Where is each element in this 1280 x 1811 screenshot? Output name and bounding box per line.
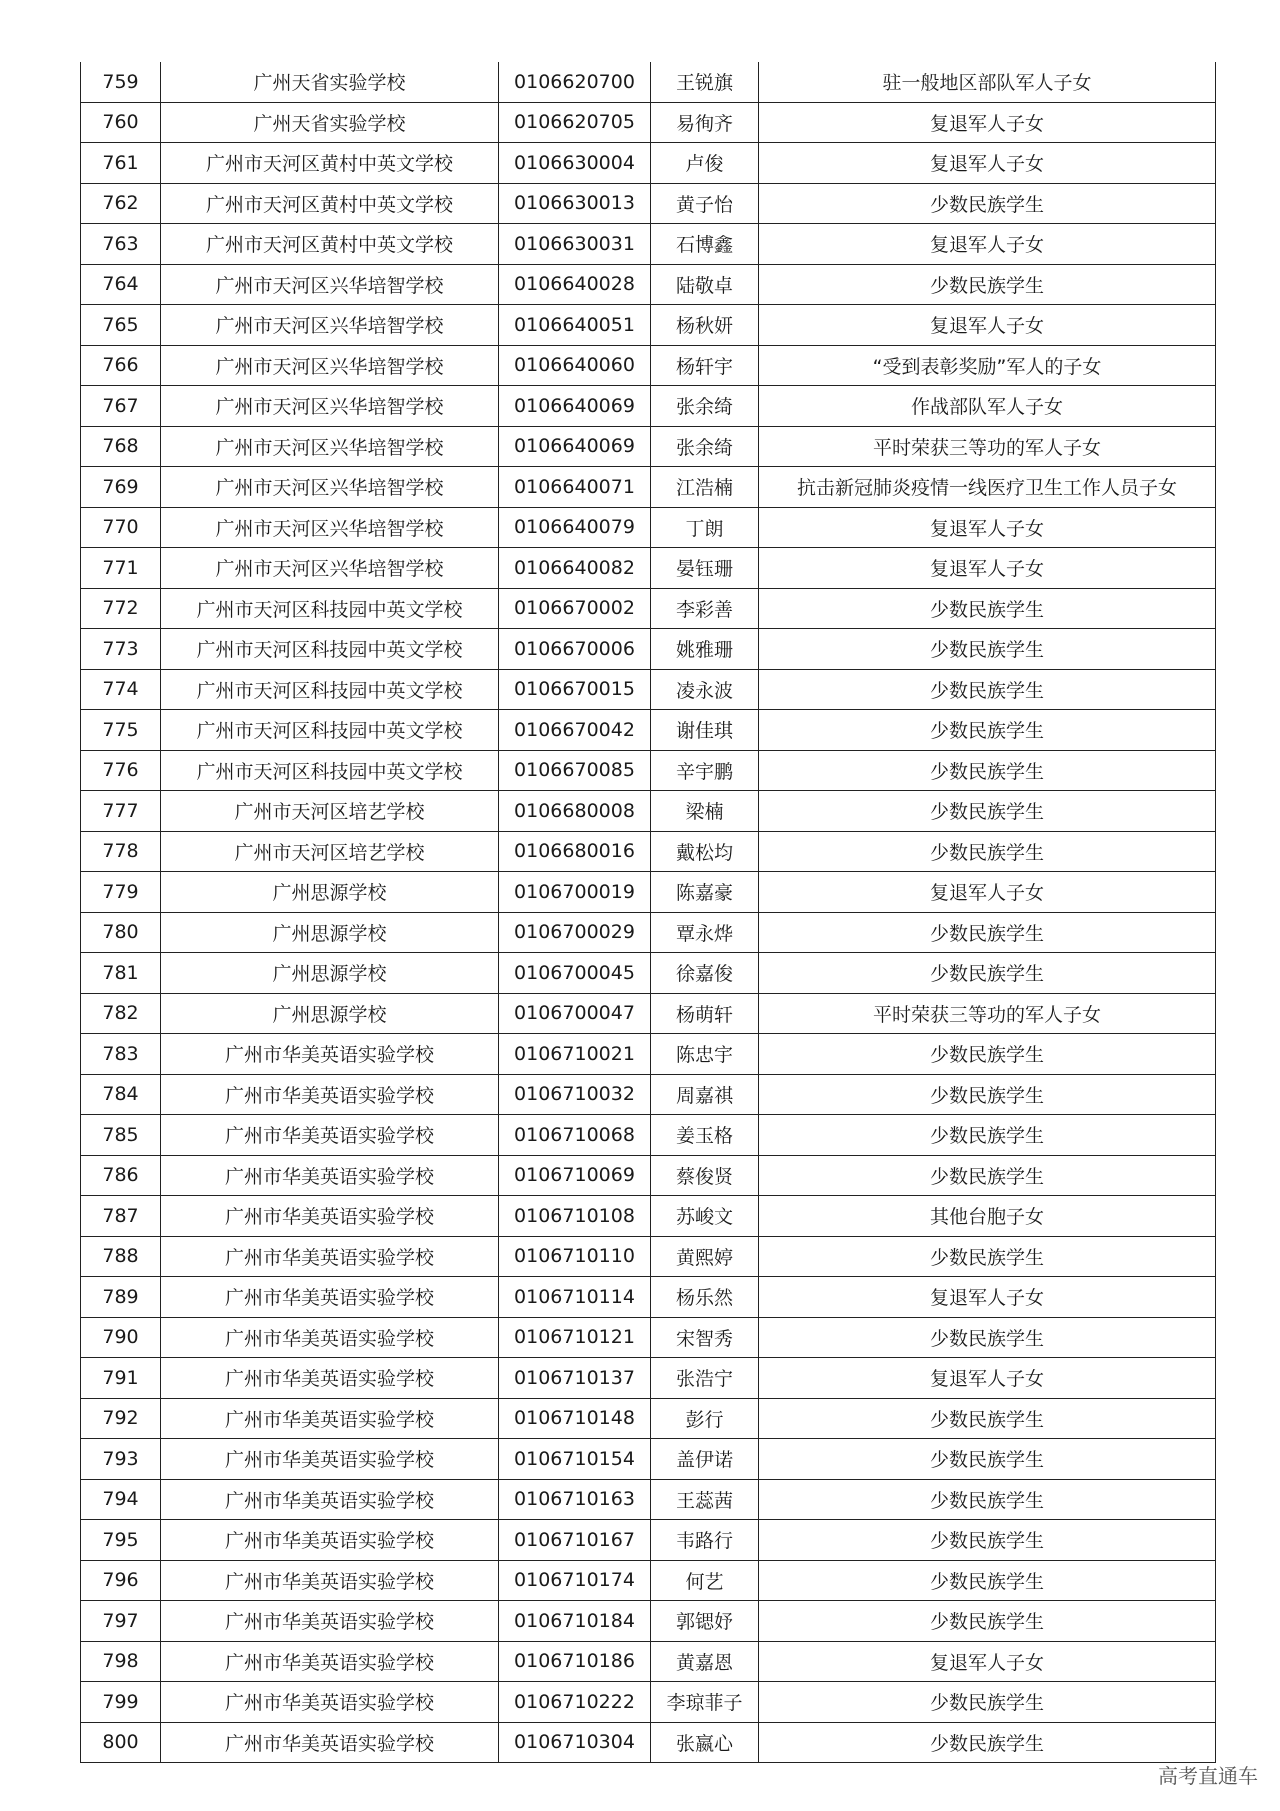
cell-school: 广州市华美英语实验学校 bbox=[161, 1236, 499, 1277]
cell-student-name: 戴松均 bbox=[651, 831, 759, 872]
cell-category: 少数民族学生 bbox=[759, 1722, 1216, 1763]
table-row bbox=[81, 1398, 1216, 1439]
cell-student-id: 0106670085 bbox=[499, 750, 651, 791]
table-row bbox=[81, 588, 1216, 629]
cell-student-name: 覃永烨 bbox=[651, 912, 759, 953]
cell-school: 广州市天河区兴华培智学校 bbox=[161, 305, 499, 346]
cell-index: 762 bbox=[81, 183, 161, 224]
cell-category: 少数民族学生 bbox=[759, 953, 1216, 994]
cell-index: 787 bbox=[81, 1196, 161, 1237]
cell-student-name: 李琼菲子 bbox=[651, 1682, 759, 1723]
cell-student-name: 姜玉格 bbox=[651, 1115, 759, 1156]
cell-category: 少数民族学生 bbox=[759, 183, 1216, 224]
cell-school: 广州市华美英语实验学校 bbox=[161, 1398, 499, 1439]
cell-category: 少数民族学生 bbox=[759, 1439, 1216, 1480]
cell-index: 782 bbox=[81, 993, 161, 1034]
cell-school: 广州市华美英语实验学校 bbox=[161, 1074, 499, 1115]
cell-category: 少数民族学生 bbox=[759, 1479, 1216, 1520]
cell-student-id: 0106670006 bbox=[499, 629, 651, 670]
watermark: 高考直通车 bbox=[1158, 1764, 1258, 1788]
cell-student-id: 0106640069 bbox=[499, 386, 651, 427]
cell-school: 广州市天河区兴华培智学校 bbox=[161, 467, 499, 508]
cell-student-name: 郭锶妤 bbox=[651, 1601, 759, 1642]
cell-student-id: 0106670042 bbox=[499, 710, 651, 751]
table-row bbox=[81, 1358, 1216, 1399]
cell-student-id: 0106710121 bbox=[499, 1317, 651, 1358]
cell-index: 766 bbox=[81, 345, 161, 386]
cell-student-name: 张余绮 bbox=[651, 426, 759, 467]
cell-student-name: 盖伊诺 bbox=[651, 1439, 759, 1480]
cell-school: 广州市天河区科技园中英文学校 bbox=[161, 629, 499, 670]
cell-index: 800 bbox=[81, 1722, 161, 1763]
table-row bbox=[81, 386, 1216, 427]
table-row bbox=[81, 1034, 1216, 1075]
cell-school: 广州天省实验学校 bbox=[161, 62, 499, 102]
cell-student-id: 0106710148 bbox=[499, 1398, 651, 1439]
cell-student-id: 0106700045 bbox=[499, 953, 651, 994]
cell-category: 复退军人子女 bbox=[759, 1358, 1216, 1399]
cell-student-name: 王锐旗 bbox=[651, 62, 759, 102]
cell-index: 785 bbox=[81, 1115, 161, 1156]
cell-index: 761 bbox=[81, 143, 161, 184]
cell-category: 驻一般地区部队军人子女 bbox=[759, 62, 1216, 102]
cell-school: 广州市华美英语实验学校 bbox=[161, 1277, 499, 1318]
cell-category: “受到表彰奖励”军人的子女 bbox=[759, 345, 1216, 386]
cell-student-id: 0106710167 bbox=[499, 1520, 651, 1561]
table-row bbox=[81, 1196, 1216, 1237]
cell-student-id: 0106710032 bbox=[499, 1074, 651, 1115]
table-row bbox=[81, 791, 1216, 832]
cell-student-id: 0106710021 bbox=[499, 1034, 651, 1075]
cell-school: 广州市天河区培艺学校 bbox=[161, 831, 499, 872]
cell-student-id: 0106700047 bbox=[499, 993, 651, 1034]
cell-category: 复退军人子女 bbox=[759, 305, 1216, 346]
cell-student-id: 0106710114 bbox=[499, 1277, 651, 1318]
cell-school: 广州市华美英语实验学校 bbox=[161, 1115, 499, 1156]
cell-school: 广州思源学校 bbox=[161, 872, 499, 913]
cell-school: 广州市华美英语实验学校 bbox=[161, 1317, 499, 1358]
cell-school: 广州市天河区兴华培智学校 bbox=[161, 264, 499, 305]
cell-student-name: 江浩楠 bbox=[651, 467, 759, 508]
table-row bbox=[81, 1479, 1216, 1520]
cell-index: 783 bbox=[81, 1034, 161, 1075]
table-row bbox=[81, 993, 1216, 1034]
cell-school: 广州市华美英语实验学校 bbox=[161, 1520, 499, 1561]
cell-category: 少数民族学生 bbox=[759, 1317, 1216, 1358]
cell-student-name: 石博鑫 bbox=[651, 224, 759, 265]
table-row bbox=[81, 224, 1216, 265]
cell-index: 788 bbox=[81, 1236, 161, 1277]
cell-student-id: 0106710222 bbox=[499, 1682, 651, 1723]
cell-school: 广州市华美英语实验学校 bbox=[161, 1155, 499, 1196]
table-row bbox=[81, 710, 1216, 751]
cell-student-name: 黄嘉恩 bbox=[651, 1641, 759, 1682]
cell-category: 少数民族学生 bbox=[759, 669, 1216, 710]
cell-student-id: 0106710163 bbox=[499, 1479, 651, 1520]
cell-category: 少数民族学生 bbox=[759, 1682, 1216, 1723]
cell-student-name: 彭行 bbox=[651, 1398, 759, 1439]
cell-student-name: 王蕊茜 bbox=[651, 1479, 759, 1520]
cell-student-name: 张浩宁 bbox=[651, 1358, 759, 1399]
table-row bbox=[81, 953, 1216, 994]
cell-school: 广州市天河区科技园中英文学校 bbox=[161, 669, 499, 710]
cell-student-name: 张嬴心 bbox=[651, 1722, 759, 1763]
cell-category: 少数民族学生 bbox=[759, 710, 1216, 751]
cell-index: 780 bbox=[81, 912, 161, 953]
cell-student-id: 0106630004 bbox=[499, 143, 651, 184]
cell-index: 792 bbox=[81, 1398, 161, 1439]
cell-student-id: 0106710137 bbox=[499, 1358, 651, 1399]
cell-school: 广州市天河区兴华培智学校 bbox=[161, 507, 499, 548]
cell-index: 773 bbox=[81, 629, 161, 670]
cell-school: 广州市华美英语实验学校 bbox=[161, 1560, 499, 1601]
cell-school: 广州市天河区黄村中英文学校 bbox=[161, 183, 499, 224]
cell-category: 作战部队军人子女 bbox=[759, 386, 1216, 427]
cell-school: 广州市天河区科技园中英文学校 bbox=[161, 750, 499, 791]
cell-student-id: 0106640028 bbox=[499, 264, 651, 305]
table-row bbox=[81, 1074, 1216, 1115]
table-row bbox=[81, 264, 1216, 305]
table-row bbox=[81, 345, 1216, 386]
table-row bbox=[81, 548, 1216, 589]
cell-index: 799 bbox=[81, 1682, 161, 1723]
cell-category: 少数民族学生 bbox=[759, 264, 1216, 305]
cell-school: 广州市华美英语实验学校 bbox=[161, 1641, 499, 1682]
table-row bbox=[81, 872, 1216, 913]
cell-category: 少数民族学生 bbox=[759, 1236, 1216, 1277]
cell-category: 复退军人子女 bbox=[759, 1641, 1216, 1682]
cell-student-id: 0106680016 bbox=[499, 831, 651, 872]
cell-index: 794 bbox=[81, 1479, 161, 1520]
cell-index: 774 bbox=[81, 669, 161, 710]
cell-category: 平时荣获三等功的军人子女 bbox=[759, 426, 1216, 467]
cell-index: 772 bbox=[81, 588, 161, 629]
cell-student-name: 陈忠宇 bbox=[651, 1034, 759, 1075]
cell-index: 784 bbox=[81, 1074, 161, 1115]
cell-index: 770 bbox=[81, 507, 161, 548]
cell-index: 797 bbox=[81, 1601, 161, 1642]
cell-school: 广州市华美英语实验学校 bbox=[161, 1439, 499, 1480]
cell-student-name: 杨萌轩 bbox=[651, 993, 759, 1034]
table-row bbox=[81, 1601, 1216, 1642]
cell-category: 少数民族学生 bbox=[759, 912, 1216, 953]
cell-school: 广州市天河区科技园中英文学校 bbox=[161, 710, 499, 751]
cell-school: 广州市华美英语实验学校 bbox=[161, 1722, 499, 1763]
cell-student-id: 0106710154 bbox=[499, 1439, 651, 1480]
table-row bbox=[81, 183, 1216, 224]
table-row bbox=[81, 1520, 1216, 1561]
cell-category: 少数民族学生 bbox=[759, 1560, 1216, 1601]
cell-category: 少数民族学生 bbox=[759, 1520, 1216, 1561]
cell-category: 少数民族学生 bbox=[759, 1115, 1216, 1156]
cell-student-id: 0106640079 bbox=[499, 507, 651, 548]
table-row bbox=[81, 62, 1216, 102]
cell-category: 少数民族学生 bbox=[759, 791, 1216, 832]
cell-school: 广州天省实验学校 bbox=[161, 102, 499, 143]
cell-category: 少数民族学生 bbox=[759, 629, 1216, 670]
cell-index: 759 bbox=[81, 62, 161, 102]
cell-category: 少数民族学生 bbox=[759, 750, 1216, 791]
cell-category: 复退军人子女 bbox=[759, 507, 1216, 548]
cell-student-name: 晏钰珊 bbox=[651, 548, 759, 589]
table-row bbox=[81, 426, 1216, 467]
cell-category: 少数民族学生 bbox=[759, 1398, 1216, 1439]
cell-student-id: 0106670002 bbox=[499, 588, 651, 629]
cell-index: 781 bbox=[81, 953, 161, 994]
cell-category: 少数民族学生 bbox=[759, 588, 1216, 629]
cell-index: 769 bbox=[81, 467, 161, 508]
cell-student-id: 0106700019 bbox=[499, 872, 651, 913]
cell-student-name: 宋智秀 bbox=[651, 1317, 759, 1358]
cell-student-id: 0106710108 bbox=[499, 1196, 651, 1237]
cell-student-id: 0106710304 bbox=[499, 1722, 651, 1763]
cell-student-id: 0106640051 bbox=[499, 305, 651, 346]
roster-table-body bbox=[81, 62, 1216, 1763]
table-row bbox=[81, 1439, 1216, 1480]
cell-category: 复退军人子女 bbox=[759, 548, 1216, 589]
table-row bbox=[81, 1115, 1216, 1156]
table-row bbox=[81, 912, 1216, 953]
cell-index: 786 bbox=[81, 1155, 161, 1196]
cell-student-name: 杨轩宇 bbox=[651, 345, 759, 386]
cell-student-id: 0106640069 bbox=[499, 426, 651, 467]
cell-category: 复退军人子女 bbox=[759, 102, 1216, 143]
table-row bbox=[81, 1155, 1216, 1196]
table-row bbox=[81, 629, 1216, 670]
cell-student-name: 易徇齐 bbox=[651, 102, 759, 143]
cell-category: 平时荣获三等功的军人子女 bbox=[759, 993, 1216, 1034]
cell-student-id: 0106620700 bbox=[499, 62, 651, 102]
cell-category: 复退军人子女 bbox=[759, 872, 1216, 913]
cell-student-id: 0106630013 bbox=[499, 183, 651, 224]
cell-category: 复退军人子女 bbox=[759, 1277, 1216, 1318]
cell-student-id: 0106620705 bbox=[499, 102, 651, 143]
cell-school: 广州市天河区兴华培智学校 bbox=[161, 345, 499, 386]
cell-index: 790 bbox=[81, 1317, 161, 1358]
cell-school: 广州市天河区兴华培智学校 bbox=[161, 386, 499, 427]
cell-school: 广州思源学校 bbox=[161, 993, 499, 1034]
cell-index: 798 bbox=[81, 1641, 161, 1682]
cell-student-name: 丁朗 bbox=[651, 507, 759, 548]
cell-category: 少数民族学生 bbox=[759, 831, 1216, 872]
cell-category: 少数民族学生 bbox=[759, 1074, 1216, 1115]
cell-student-name: 苏峻文 bbox=[651, 1196, 759, 1237]
cell-index: 760 bbox=[81, 102, 161, 143]
cell-student-id: 0106700029 bbox=[499, 912, 651, 953]
cell-student-name: 凌永波 bbox=[651, 669, 759, 710]
cell-student-name: 梁楠 bbox=[651, 791, 759, 832]
cell-student-id: 0106710068 bbox=[499, 1115, 651, 1156]
cell-index: 795 bbox=[81, 1520, 161, 1561]
table-row bbox=[81, 507, 1216, 548]
cell-student-id: 0106630031 bbox=[499, 224, 651, 265]
cell-school: 广州市华美英语实验学校 bbox=[161, 1601, 499, 1642]
cell-category: 少数民族学生 bbox=[759, 1155, 1216, 1196]
cell-student-name: 姚雅珊 bbox=[651, 629, 759, 670]
cell-category: 复退军人子女 bbox=[759, 224, 1216, 265]
cell-student-id: 0106710186 bbox=[499, 1641, 651, 1682]
cell-student-id: 0106640060 bbox=[499, 345, 651, 386]
cell-index: 767 bbox=[81, 386, 161, 427]
cell-school: 广州市华美英语实验学校 bbox=[161, 1034, 499, 1075]
cell-index: 796 bbox=[81, 1560, 161, 1601]
cell-student-id: 0106640082 bbox=[499, 548, 651, 589]
cell-school: 广州市天河区兴华培智学校 bbox=[161, 426, 499, 467]
table-row bbox=[81, 143, 1216, 184]
cell-student-name: 杨乐然 bbox=[651, 1277, 759, 1318]
cell-school: 广州市华美英语实验学校 bbox=[161, 1358, 499, 1399]
cell-student-name: 陆敬卓 bbox=[651, 264, 759, 305]
cell-student-name: 陈嘉豪 bbox=[651, 872, 759, 913]
cell-student-id: 0106640071 bbox=[499, 467, 651, 508]
cell-student-id: 0106710110 bbox=[499, 1236, 651, 1277]
cell-student-name: 张余绮 bbox=[651, 386, 759, 427]
cell-index: 775 bbox=[81, 710, 161, 751]
cell-index: 793 bbox=[81, 1439, 161, 1480]
cell-student-name: 黄熙婷 bbox=[651, 1236, 759, 1277]
cell-index: 778 bbox=[81, 831, 161, 872]
table-row bbox=[81, 467, 1216, 508]
cell-student-name: 辛宇鹏 bbox=[651, 750, 759, 791]
cell-category: 其他台胞子女 bbox=[759, 1196, 1216, 1237]
cell-student-name: 杨秋妍 bbox=[651, 305, 759, 346]
cell-school: 广州思源学校 bbox=[161, 912, 499, 953]
cell-student-name: 谢佳琪 bbox=[651, 710, 759, 751]
cell-category: 抗击新冠肺炎疫情一线医疗卫生工作人员子女 bbox=[759, 467, 1216, 508]
cell-school: 广州市天河区兴华培智学校 bbox=[161, 548, 499, 589]
roster-table bbox=[80, 62, 1216, 1763]
cell-student-name: 黄子怡 bbox=[651, 183, 759, 224]
table-row bbox=[81, 750, 1216, 791]
table-row bbox=[81, 305, 1216, 346]
cell-student-name: 徐嘉俊 bbox=[651, 953, 759, 994]
cell-school: 广州市华美英语实验学校 bbox=[161, 1479, 499, 1520]
cell-index: 789 bbox=[81, 1277, 161, 1318]
cell-school: 广州市天河区黄村中英文学校 bbox=[161, 224, 499, 265]
cell-index: 776 bbox=[81, 750, 161, 791]
table-row bbox=[81, 669, 1216, 710]
cell-school: 广州市天河区黄村中英文学校 bbox=[161, 143, 499, 184]
cell-student-id: 0106680008 bbox=[499, 791, 651, 832]
table-row bbox=[81, 1277, 1216, 1318]
cell-index: 763 bbox=[81, 224, 161, 265]
table-row bbox=[81, 1560, 1216, 1601]
table-row bbox=[81, 1236, 1216, 1277]
cell-school: 广州市天河区科技园中英文学校 bbox=[161, 588, 499, 629]
cell-index: 779 bbox=[81, 872, 161, 913]
cell-student-name: 何艺 bbox=[651, 1560, 759, 1601]
cell-student-name: 韦路行 bbox=[651, 1520, 759, 1561]
table-row bbox=[81, 102, 1216, 143]
cell-category: 少数民族学生 bbox=[759, 1034, 1216, 1075]
cell-student-name: 卢俊 bbox=[651, 143, 759, 184]
table-row bbox=[81, 1722, 1216, 1763]
cell-student-id: 0106710174 bbox=[499, 1560, 651, 1601]
cell-index: 768 bbox=[81, 426, 161, 467]
cell-student-name: 蔡俊贤 bbox=[651, 1155, 759, 1196]
table-row bbox=[81, 831, 1216, 872]
cell-student-name: 李彩善 bbox=[651, 588, 759, 629]
cell-school: 广州市天河区培艺学校 bbox=[161, 791, 499, 832]
table-row bbox=[81, 1682, 1216, 1723]
cell-index: 791 bbox=[81, 1358, 161, 1399]
cell-school: 广州市华美英语实验学校 bbox=[161, 1196, 499, 1237]
cell-index: 771 bbox=[81, 548, 161, 589]
cell-category: 复退军人子女 bbox=[759, 143, 1216, 184]
cell-category: 少数民族学生 bbox=[759, 1601, 1216, 1642]
cell-index: 764 bbox=[81, 264, 161, 305]
table-row bbox=[81, 1317, 1216, 1358]
cell-school: 广州思源学校 bbox=[161, 953, 499, 994]
table-row bbox=[81, 1641, 1216, 1682]
cell-student-id: 0106710184 bbox=[499, 1601, 651, 1642]
cell-student-id: 0106670015 bbox=[499, 669, 651, 710]
cell-student-name: 周嘉祺 bbox=[651, 1074, 759, 1115]
cell-index: 777 bbox=[81, 791, 161, 832]
cell-index: 765 bbox=[81, 305, 161, 346]
cell-school: 广州市华美英语实验学校 bbox=[161, 1682, 499, 1723]
cell-student-id: 0106710069 bbox=[499, 1155, 651, 1196]
